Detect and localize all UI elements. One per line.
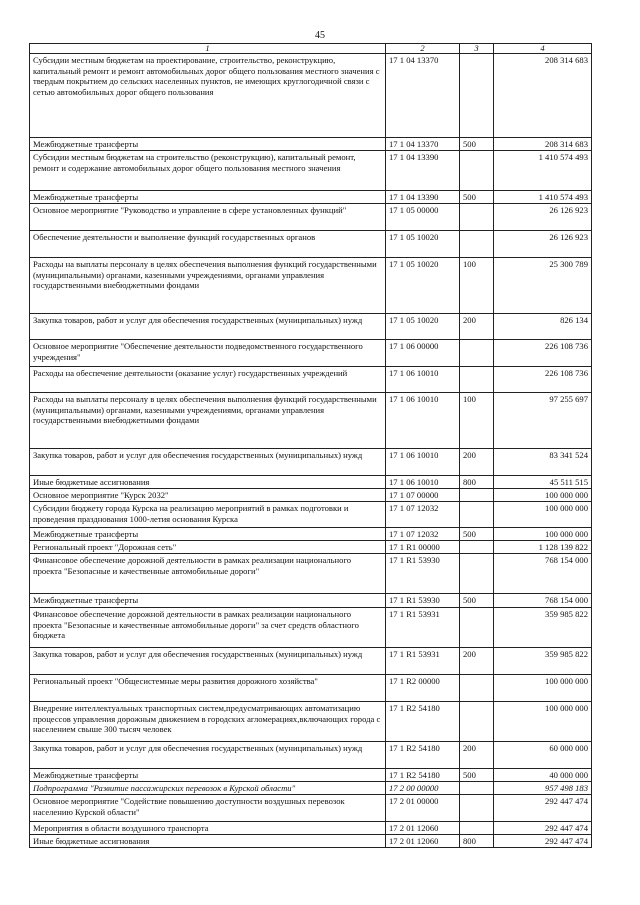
table-row <box>30 528 592 541</box>
row-amount: 40 000 000 <box>494 769 592 782</box>
row-code: 17 1 06 10010 <box>386 449 460 476</box>
row-name: Основное мероприятие "Содействие повышению доступности воздушных перевозок населению Курской области" <box>30 795 386 822</box>
row-name: Региональный проект "Общесистемные меры развития дорожного хозяйства" <box>30 675 386 702</box>
table-row <box>30 367 592 393</box>
row-type: 500 <box>460 594 494 608</box>
table-row <box>30 822 592 835</box>
table-row <box>30 489 592 502</box>
table-row <box>30 476 592 489</box>
row-type: 100 <box>460 393 494 449</box>
row-name: Закупка товаров, работ и услуг для обеспечения государственных (муниципальных) нужд <box>30 742 386 769</box>
row-code: 17 1 07 00000 <box>386 489 460 502</box>
row-name: Закупка товаров, работ и услуг для обеспечения государственных (муниципальных) нужд <box>30 449 386 476</box>
row-code: 17 1 R1 53930 <box>386 554 460 594</box>
table-row <box>30 449 592 476</box>
row-amount: 359 985 822 <box>494 608 592 648</box>
row-code: 17 1 05 00000 <box>386 204 460 231</box>
row-code: 17 1 04 13390 <box>386 151 460 191</box>
row-type <box>460 151 494 191</box>
page-number: 45 <box>315 30 325 41</box>
row-code: 17 1 06 10010 <box>386 476 460 489</box>
row-amount: 292 447 474 <box>494 795 592 822</box>
row-code: 17 2 01 12060 <box>386 822 460 835</box>
row-code: 17 1 R2 54180 <box>386 742 460 769</box>
row-amount: 359 985 822 <box>494 648 592 675</box>
row-amount: 45 511 515 <box>494 476 592 489</box>
row-name: Закупка товаров, работ и услуг для обеспечения государственных (муниципальных) нужд <box>30 314 386 340</box>
row-amount: 60 000 000 <box>494 742 592 769</box>
row-type: 200 <box>460 449 494 476</box>
row-name: Расходы на выплаты персоналу в целях обеспечения выполнения функций государственными (муниципальными) органами, казенными учреждениями, органами управления государственными внебюджетными фондами <box>30 393 386 449</box>
row-code: 17 1 07 12032 <box>386 502 460 528</box>
row-amount: 100 000 000 <box>494 528 592 541</box>
row-type <box>460 367 494 393</box>
row-code: 17 1 R2 54180 <box>386 702 460 742</box>
row-name: Финансовое обеспечение дорожной деятельности в рамках реализации национального проекта "Безопасные и качественные автомобильные дороги" <box>30 554 386 594</box>
row-code: 17 1 06 10010 <box>386 367 460 393</box>
row-name: Мероприятия в области воздушного транспорта <box>30 822 386 835</box>
table-row <box>30 502 592 528</box>
row-name: Финансовое обеспечение дорожной деятельности в рамках реализации национального проекта "Безопасные и качественные автомобильные дороги" за счет средств областного бюджета <box>30 608 386 648</box>
row-amount: 826 134 <box>494 314 592 340</box>
table-row <box>30 554 592 594</box>
header-col-2: 2 <box>386 44 460 54</box>
row-code: 17 1 R1 53930 <box>386 594 460 608</box>
table-row <box>30 675 592 702</box>
row-name: Межбюджетные трансферты <box>30 528 386 541</box>
row-type: 200 <box>460 314 494 340</box>
row-type <box>460 541 494 554</box>
header-col-4: 4 <box>494 44 592 54</box>
row-code: 17 2 01 00000 <box>386 795 460 822</box>
budget-table <box>29 43 592 848</box>
row-code: 17 1 R1 53931 <box>386 608 460 648</box>
row-name: Межбюджетные трансферты <box>30 138 386 151</box>
row-type <box>460 54 494 138</box>
row-amount: 1 410 574 493 <box>494 151 592 191</box>
row-type <box>460 782 494 795</box>
row-type: 200 <box>460 648 494 675</box>
row-name: Субсидии бюджету города Курска на реализацию мероприятий в рамках подготовки и проведения празднования 1000-летия основания Курска <box>30 502 386 528</box>
table-row <box>30 258 592 314</box>
row-amount: 100 000 000 <box>494 702 592 742</box>
row-code: 17 1 05 10020 <box>386 314 460 340</box>
row-amount: 26 126 923 <box>494 204 592 231</box>
row-amount: 957 498 183 <box>494 782 592 795</box>
row-name: Расходы на обеспечение деятельности (оказание услуг) государственных учреждений <box>30 367 386 393</box>
row-amount: 25 300 789 <box>494 258 592 314</box>
table-row <box>30 393 592 449</box>
row-amount: 226 108 736 <box>494 367 592 393</box>
table-row <box>30 742 592 769</box>
row-type <box>460 822 494 835</box>
row-amount: 100 000 000 <box>494 502 592 528</box>
row-type <box>460 554 494 594</box>
row-name: Подпрограмма "Развитие пассажирских перевозок в Курской области" <box>30 782 386 795</box>
header-row <box>30 44 592 54</box>
row-code: 17 1 R1 00000 <box>386 541 460 554</box>
row-amount: 208 314 683 <box>494 138 592 151</box>
row-code: 17 1 R1 53931 <box>386 648 460 675</box>
row-amount: 97 255 697 <box>494 393 592 449</box>
row-code: 17 1 05 10020 <box>386 231 460 258</box>
header-col-3: 3 <box>460 44 494 54</box>
row-code: 17 1 R2 00000 <box>386 675 460 702</box>
row-amount: 292 447 474 <box>494 835 592 848</box>
row-code: 17 2 00 00000 <box>386 782 460 795</box>
table-row <box>30 191 592 204</box>
row-code: 17 1 04 13390 <box>386 191 460 204</box>
row-code: 17 1 05 10020 <box>386 258 460 314</box>
table-row <box>30 138 592 151</box>
row-name: Основное мероприятие "Руководство и управление в сфере установленных функций" <box>30 204 386 231</box>
table-row <box>30 314 592 340</box>
row-type <box>460 204 494 231</box>
table-row <box>30 648 592 675</box>
row-amount: 100 000 000 <box>494 489 592 502</box>
row-amount: 100 000 000 <box>494 675 592 702</box>
row-type: 500 <box>460 138 494 151</box>
table-row <box>30 231 592 258</box>
row-type <box>460 340 494 367</box>
row-name: Межбюджетные трансферты <box>30 594 386 608</box>
row-name: Расходы на выплаты персоналу в целях обеспечения выполнения функций государственными (муниципальными) органами, казенными учреждениями, органами управления государственными внебюджетными фондами <box>30 258 386 314</box>
row-code: 17 1 06 00000 <box>386 340 460 367</box>
row-code: 17 1 04 13370 <box>386 138 460 151</box>
row-type <box>460 702 494 742</box>
row-amount: 226 108 736 <box>494 340 592 367</box>
table-row <box>30 151 592 191</box>
row-code: 17 1 07 12032 <box>386 528 460 541</box>
row-name: Основное мероприятие "Обеспечение деятельности подведомственного государственного учреждения" <box>30 340 386 367</box>
table-row <box>30 594 592 608</box>
row-name: Обеспечение деятельности и выполнение функций государственных органов <box>30 231 386 258</box>
table-row <box>30 769 592 782</box>
row-name: Иные бюджетные ассигнования <box>30 835 386 848</box>
row-amount: 26 126 923 <box>494 231 592 258</box>
row-name: Закупка товаров, работ и услуг для обеспечения государственных (муниципальных) нужд <box>30 648 386 675</box>
row-type: 800 <box>460 476 494 489</box>
table-row <box>30 702 592 742</box>
row-amount: 1 128 139 822 <box>494 541 592 554</box>
row-type: 500 <box>460 769 494 782</box>
row-type <box>460 795 494 822</box>
row-amount: 208 314 683 <box>494 54 592 138</box>
row-amount: 768 154 000 <box>494 554 592 594</box>
row-name: Основное мероприятие "Курск 2032" <box>30 489 386 502</box>
row-type: 200 <box>460 742 494 769</box>
row-amount: 292 447 474 <box>494 822 592 835</box>
table-row <box>30 608 592 648</box>
row-amount: 1 410 574 493 <box>494 191 592 204</box>
table-row <box>30 340 592 367</box>
table-row <box>30 204 592 231</box>
row-type: 800 <box>460 835 494 848</box>
row-name: Внедрение интеллектуальных транспортных систем,предусматривающих автоматизацию процессов управления дорожным движением в городских агломерациях,включающих города с населением свыше 300 тысяч человек <box>30 702 386 742</box>
row-name: Межбюджетные трансферты <box>30 769 386 782</box>
row-name: Иные бюджетные ассигнования <box>30 476 386 489</box>
row-name: Субсидии местным бюджетам на строительство (реконструкцию), капитальный ремонт, ремонт и содержание автомобильных дорог общего пользования местного значения <box>30 151 386 191</box>
table-row <box>30 795 592 822</box>
row-type <box>460 231 494 258</box>
row-code: 17 1 R2 54180 <box>386 769 460 782</box>
row-type: 100 <box>460 258 494 314</box>
row-code: 17 1 06 10010 <box>386 393 460 449</box>
row-type <box>460 608 494 648</box>
table-row <box>30 54 592 138</box>
row-type <box>460 502 494 528</box>
table-row <box>30 782 592 795</box>
row-name: Региональный проект "Дорожная сеть" <box>30 541 386 554</box>
row-amount: 768 154 000 <box>494 594 592 608</box>
header-col-1: 1 <box>30 44 386 54</box>
row-type: 500 <box>460 191 494 204</box>
table-row <box>30 541 592 554</box>
row-name: Межбюджетные трансферты <box>30 191 386 204</box>
row-amount: 83 341 524 <box>494 449 592 476</box>
row-type: 500 <box>460 528 494 541</box>
row-type <box>460 675 494 702</box>
row-type <box>460 489 494 502</box>
table-row <box>30 835 592 848</box>
row-name: Субсидии местным бюджетам на проектирование, строительство, реконструкцию, капитальный ремонт и ремонт автомобильных дорог общего пользования местного значения с твердым покрытием до сельских населенных пунктов, не имеющих круглогодичной связи с сетью автомобильных дорог общего пользования <box>30 54 386 138</box>
row-code: 17 1 04 13370 <box>386 54 460 138</box>
row-code: 17 2 01 12060 <box>386 835 460 848</box>
